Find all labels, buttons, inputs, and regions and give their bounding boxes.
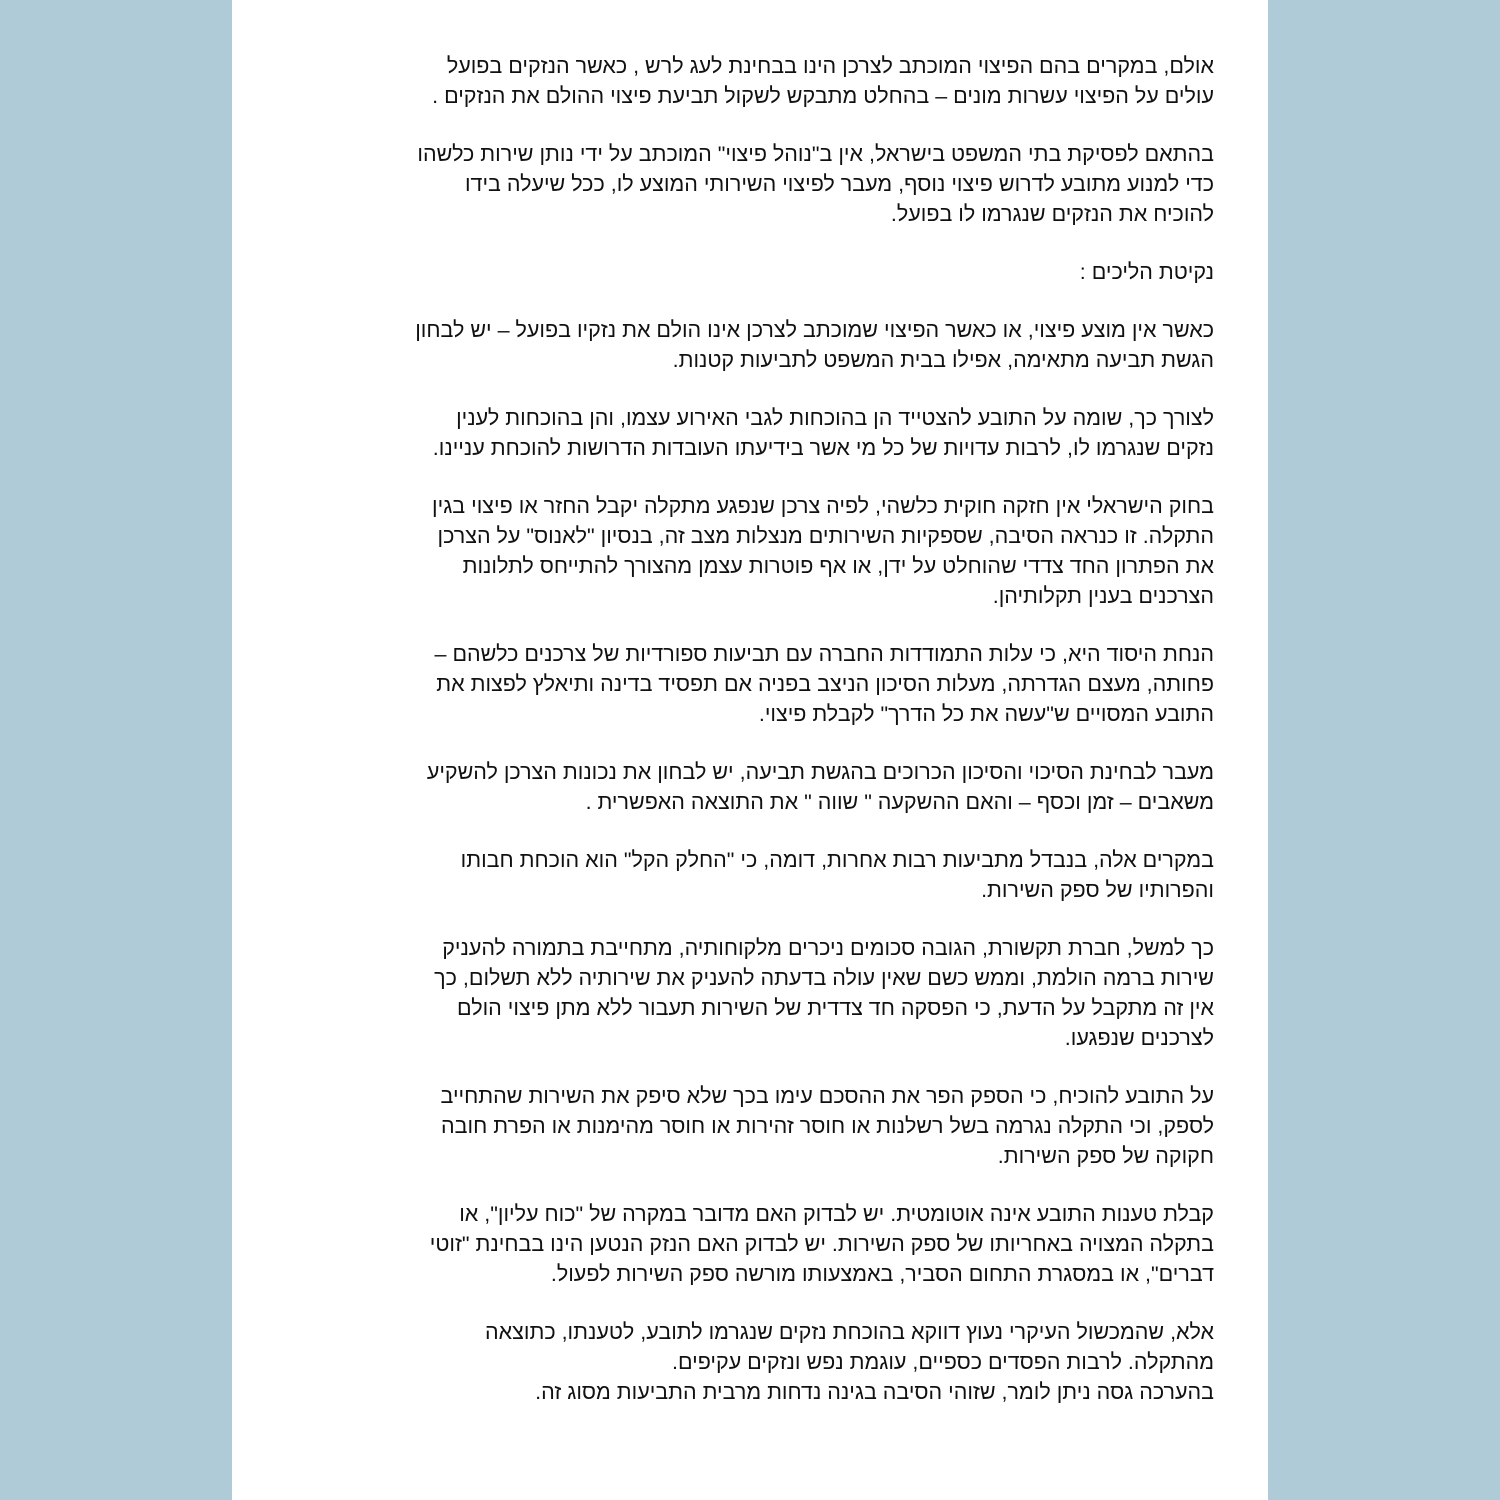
- paragraph-8: במקרים אלה, בנבדל מתביעות רבות אחרות, דומה, כי "החלק הקל" הוא הוכחת חבותו והפרותיו של ספק השירות.: [460, 848, 1214, 902]
- section-heading: נקיטת הליכים :: [1079, 260, 1214, 284]
- paragraph-10: על התובע להוכיח, כי הספק הפר את ההסכם עימו בכך שלא סיפק את השירות שהתחייב לספק, וכי התקלה נגרמה בשל רשלנות או חוסר זהירות או חוסר מהימנות או הפרת חובה חקוקה של ספק השירות.: [440, 1084, 1214, 1168]
- paragraph-3: כאשר אין מוצע פיצוי, או כאשר הפיצוי שמוכתב לצרכן אינו הולם את נזקיו בפועל – יש לבחון הגשת תביעה מתאימה, אפילו בבית המשפט לתביעות קטנות.: [415, 318, 1214, 372]
- paragraph-5: בחוק הישראלי אין חזקה חוקית כלשהי, לפיה צרכן שנפגע מתקלה יקבל החזר או פיצוי בגין התקלה. זו כנראה הסיבה, שספקיות השירותים מנצלות מצב זה, בנסיון "לאנוס" על הצרכן את הפתרון החד צדדי שהוחלט על ידן, או אף פוטרות עצמן מהצורך להתייחס לתלונות הצרכנים בענין תקלותיהן.: [432, 494, 1214, 608]
- document-page: [232, 0, 1268, 1500]
- paragraph-4: לצורך כך, שומה על התובע להצטייד הן בהוכחות לגבי האירוע עצמו, והן בהוכחות לענין נזקים שנגרמו לו, לרבות עדויות של כל מי אשר בידיעתו העובדות הדרושות להוכחת עניינו.: [432, 406, 1214, 460]
- paragraph-7: מעבר לבחינת הסיכוי והסיכון הכרוכים בהגשת תביעה, יש לבחון את נכונות הצרכן להשקיע משאבים – זמן וכסף – והאם ההשקעה " שווה " את התוצאה האפשרית .: [426, 760, 1214, 814]
- paragraph-2: בהתאם לפסיקת בתי המשפט בישראל, אין ב"נוהל פיצוי" המוכתב על ידי נותן שירות כלשהו כדי למנוע מתובע לדרוש פיצוי נוסף, מעבר לפיצוי השירותי המוצע לו, ככל שיעלה בידו להוכיח את הנזקים שנגרמו לו בפועל.: [417, 142, 1214, 226]
- paragraph-11: קבלת טענות התובע אינה אוטומטית. יש לבדוק האם מדובר במקרה של "כוח עליון", או בתקלה המצויה באחריותו של ספק השירות. יש לבדוק האם הנזק הנטען הינו בבחינת "זוטי דברים", או במסגרת התחום הסביר, באמצעותו מורשה ספק השירות לפעול.: [429, 1202, 1214, 1286]
- paragraph-6: הנחת היסוד היא, כי עלות התמודדות החברה עם תביעות ספורדיות של צרכנים כלשהם – פחותה, מעצם הגדרתה, מעלות הסיכון הניצב בפניה אם תפסיד בדינה ותיאלץ לפצות את התובע המסויים ש"עשה את כל הדרך" לקבלת פיצוי.: [434, 642, 1214, 726]
- paragraph-1: אולם, במקרים בהם הפיצוי המוכתב לצרכן הינו בבחינת לעג לרש , כאשר הנזקים בפועל עולים על הפיצוי עשרות מונים – בהחלט מתבקש לשקול תביעת פיצוי ההולם את הנזקים .: [432, 54, 1214, 108]
- paragraph-12: אלא, שהמכשול העיקרי נעוץ דווקא בהוכחת נזקים שנגרמו לתובע, לטענתו, כתוצאה מהתקלה. לרבות הפסדים כספיים, עוגמת נפש ונזקים עקיפים. בהערכה גסה ניתן לומר, שזוהי הסיבה בגינה נדחות מרבית התביעות מסוג זה.: [485, 1320, 1214, 1404]
- document-body: [322, 51, 1214, 1407]
- paragraph-9: כך למשל, חברת תקשורת, הגובה סכומים ניכרים מלקוחותיה, מתחייבת בתמורה להעניק שירות ברמה הולמת, וממש כשם שאין עולה בדעתה להעניק את שירותיה ללא תשלום, כך אין זה מתקבל על הדעת, כי הפסקה חד צדדית של השירות תעבור ללא מתן פיצוי הולם לצרכנים שנפגעו.: [434, 936, 1214, 1050]
